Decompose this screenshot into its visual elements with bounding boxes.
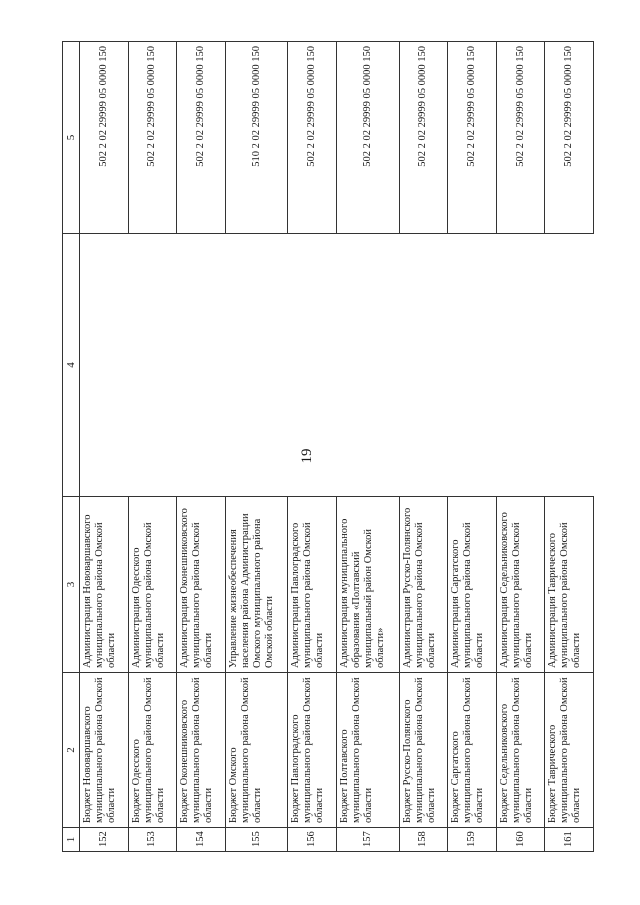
code-cell: 502 2 02 29999 05 0000 150: [80, 42, 129, 234]
code-cell: 502 2 02 29999 05 0000 150: [336, 42, 399, 234]
budget-cell: Бюджет Русско-Полянского муниципального района Омской области: [399, 673, 448, 828]
administrator-cell: Администрация Павлоградского муниципального района Омской области: [288, 497, 337, 673]
table-row: [336, 42, 399, 852]
code-cell: 502 2 02 29999 05 0000 150: [545, 42, 594, 234]
column-4-cell: [545, 234, 594, 497]
row-number: 157: [336, 828, 399, 852]
budget-cell: Бюджет Полтавского муниципального района Омской области: [336, 673, 399, 828]
row-number: 152: [80, 828, 129, 852]
column-4-cell: [128, 234, 177, 497]
administrator-cell: Администрация муниципального образования «Полтавский муниципальный район Омской области»: [336, 497, 399, 673]
column-4-cell: [225, 234, 288, 497]
column-4-cell: [448, 234, 497, 497]
administrator-cell: Администрация Таврического муниципального района Омской области: [545, 497, 594, 673]
column-header: 1: [63, 828, 80, 852]
code-cell: 502 2 02 29999 05 0000 150: [399, 42, 448, 234]
column-4-cell: [177, 234, 226, 497]
row-number: 158: [399, 828, 448, 852]
budget-cell: Бюджет Оконешниковского муниципального района Омской области: [177, 673, 226, 828]
row-number: 155: [225, 828, 288, 852]
table-row: [288, 42, 337, 852]
administrator-cell: Администрация Нововаршавского муниципального района Омской области: [80, 497, 129, 673]
row-number: 161: [545, 828, 594, 852]
table-row: [399, 42, 448, 852]
budget-cell: Бюджет Нововаршавского муниципального района Омской области: [80, 673, 129, 828]
column-4-cell: [399, 234, 448, 497]
budget-cell: Бюджет Омского муниципального района Омской области: [225, 673, 288, 828]
budget-cell: Бюджет Таврического муниципального района Омской области: [545, 673, 594, 828]
table-row: [225, 42, 288, 852]
column-4-cell: [80, 234, 129, 497]
table-header-row: [63, 42, 80, 852]
code-cell: 502 2 02 29999 05 0000 150: [128, 42, 177, 234]
budget-cell: Бюджет Одесского муниципального района Омской области: [128, 673, 177, 828]
column-header: 3: [63, 497, 80, 673]
budget-cell: Бюджет Седельниковского муниципального района Омской области: [496, 673, 545, 828]
code-cell: 510 2 02 29999 05 0000 150: [225, 42, 288, 234]
table-row: [448, 42, 497, 852]
administrator-cell: Администрация Русско-Полянского муниципального района Омской области: [399, 497, 448, 673]
document-table: [62, 41, 594, 852]
row-number: 159: [448, 828, 497, 852]
row-number: 160: [496, 828, 545, 852]
column-header: 2: [63, 673, 80, 828]
page-number: 19: [299, 448, 315, 464]
table-row: [80, 42, 129, 852]
row-number: 156: [288, 828, 337, 852]
row-number: 153: [128, 828, 177, 852]
column-header: 5: [63, 42, 80, 234]
row-number: 154: [177, 828, 226, 852]
code-cell: 502 2 02 29999 05 0000 150: [177, 42, 226, 234]
table-row: [496, 42, 545, 852]
table-row: [177, 42, 226, 852]
code-cell: 502 2 02 29999 05 0000 150: [288, 42, 337, 234]
code-cell: 502 2 02 29999 05 0000 150: [496, 42, 545, 234]
administrator-cell: Администрация Оконешниковского муниципального района Омской области: [177, 497, 226, 673]
column-4-cell: [288, 234, 337, 497]
administrator-cell: Администрация Саргатского муниципального района Омской области: [448, 497, 497, 673]
column-4-cell: [336, 234, 399, 497]
administrator-cell: Управление жизнеобеспечения населения района Администрации Омского муниципального района Омской области: [225, 497, 288, 673]
administrator-cell: Администрация Одесского муниципального района Омской области: [128, 497, 177, 673]
code-cell: 502 2 02 29999 05 0000 150: [448, 42, 497, 234]
table-row: [545, 42, 594, 852]
budget-cell: Бюджет Павлоградского муниципального района Омской области: [288, 673, 337, 828]
table-row: [128, 42, 177, 852]
column-4-cell: [496, 234, 545, 497]
column-header: 4: [63, 234, 80, 497]
administrator-cell: Администрация Седельниковского муниципального района Омской области: [496, 497, 545, 673]
budget-cell: Бюджет Саргатского муниципального района Омской области: [448, 673, 497, 828]
